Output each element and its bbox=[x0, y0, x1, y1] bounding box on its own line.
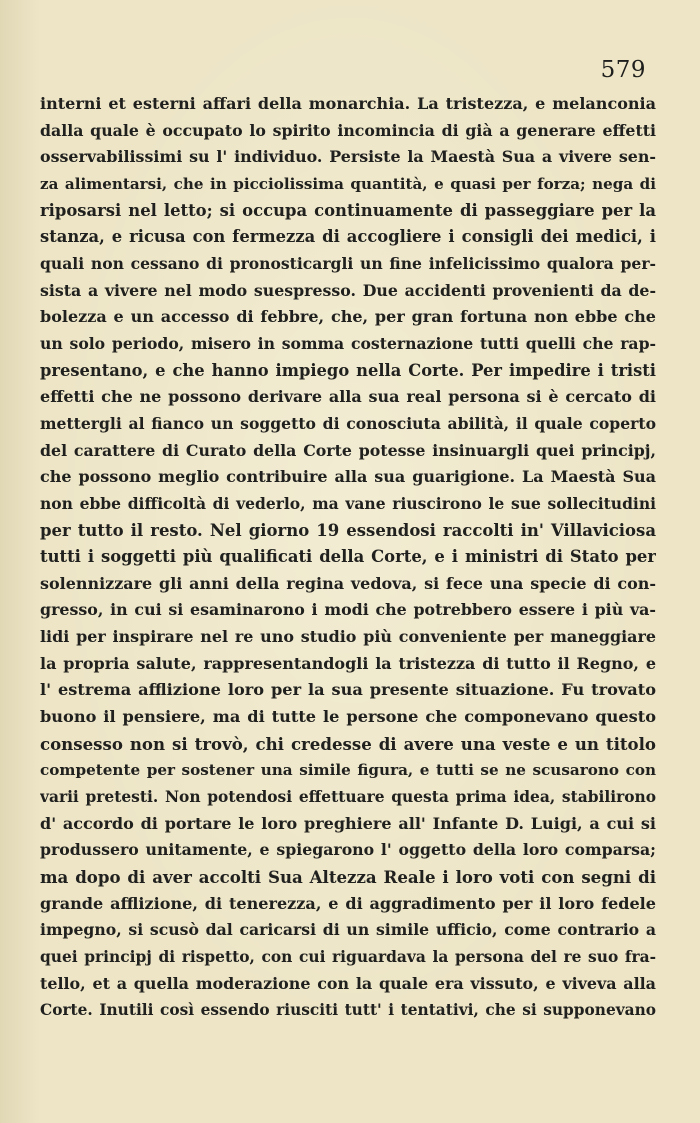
text-line: lidi per inspirare nel re uno studio più conveniente per maneggiare bbox=[40, 627, 656, 647]
text-line: mettergli al fianco un soggetto di conosciuta abilità, il quale coperto bbox=[40, 413, 656, 433]
body-text bbox=[40, 91, 656, 1024]
text-line: un solo periodo, misero in somma costernazione tutti quelli che rap- bbox=[40, 333, 656, 353]
text-line: gresso, in cui si esaminarono i modi che potrebbero essere i più va- bbox=[40, 600, 656, 620]
text-line: del carattere di Curato della Corte potesse insinuargli quei principj, bbox=[40, 440, 656, 460]
text-line: varii pretesti. Non potendosi effettuare questa prima idea, stabilirono bbox=[40, 788, 656, 807]
text-line: sista a vivere nel modo suespresso. Due accidenti provenienti da de- bbox=[40, 280, 656, 300]
text-line: bolezza e un accesso di febbre, che, per gran fortuna non ebbe che bbox=[40, 307, 656, 327]
text-line: dalla quale è occupato lo spirito incomincia di già a generare effetti bbox=[40, 120, 656, 140]
text-line: presentano, e che hanno impiego nella Corte. Per impedire i tristi bbox=[40, 360, 656, 380]
text-line: tutti i soggetti più qualificati della Corte, e i ministri di Stato per bbox=[40, 547, 656, 567]
text-line: l' estrema afflizione loro per la sua presente situazione. Fu trovato bbox=[40, 680, 656, 700]
text-line: la propria salute, rappresentandogli la tristezza di tutto il Regno, e bbox=[40, 653, 656, 673]
text-line: interni et esterni affari della monarchia. La tristezza, e melanconia bbox=[40, 94, 656, 113]
text-line: quali non cessano di pronosticargli un fine infelicissimo qualora per- bbox=[40, 253, 656, 273]
text-line: solennizzare gli anni della regina vedova, si fece una specie di con- bbox=[40, 573, 656, 593]
text-line: osservabilissimi su l' individuo. Persiste la Maestà Sua a vivere sen- bbox=[40, 147, 656, 167]
text-line: non ebbe difficoltà di vederlo, ma vane riuscirono le sue sollecitudini bbox=[40, 493, 656, 513]
page-number: 579 bbox=[600, 57, 646, 83]
text-line: grande afflizione, di tenerezza, e di aggradimento per il loro fedele bbox=[40, 893, 656, 913]
text-line: impegno, si scusò dal caricarsi di un simile ufficio, come contrario a bbox=[40, 920, 656, 940]
text-line: produssero unitamente, e spiegarono l' oggetto della loro comparsa; bbox=[40, 840, 656, 860]
text-line: buono il pensiere, ma di tutte le persone che componevano questo bbox=[40, 707, 656, 727]
text-line: za alimentarsi, che in picciolissima quantità, e quasi per forza; nega di bbox=[40, 174, 656, 193]
text-line: tello, et a quella moderazione con la quale era vissuto, e viveva alla bbox=[40, 973, 656, 993]
text-line: Corte. Inutili così essendo riusciti tutt' i tentativi, che si supponevano bbox=[40, 1001, 656, 1020]
text-line: quei principj di rispetto, con cui riguardava la persona del re suo fra- bbox=[40, 948, 656, 966]
text-line: ma dopo di aver accolti Sua Altezza Reale i loro voti con segni di bbox=[40, 867, 656, 888]
text-line: stanza, e ricusa con fermezza di accogliere i consigli dei medici, i bbox=[40, 227, 656, 247]
text-line: competente per sostener una simile figura, e tutti se ne scusarono con bbox=[40, 761, 656, 780]
text-line: riposarsi nel letto; si occupa continuamente di passeggiare per la bbox=[40, 200, 656, 220]
text-line: effetti che ne possono derivare alla sua real persona si è cercato di bbox=[40, 387, 656, 407]
text-line: per tutto il resto. Nel giorno 19 essendosi raccolti in' Villaviciosa bbox=[40, 520, 656, 540]
text-line: d' accordo di portare le loro preghiere all' Infante D. Luigi, a cui si bbox=[40, 813, 656, 833]
text-line: che possono meglio contribuire alla sua guarigione. La Maestà Sua bbox=[40, 467, 656, 487]
text-line: consesso non si trovò, chi credesse di avere una veste e un titolo bbox=[40, 733, 656, 754]
